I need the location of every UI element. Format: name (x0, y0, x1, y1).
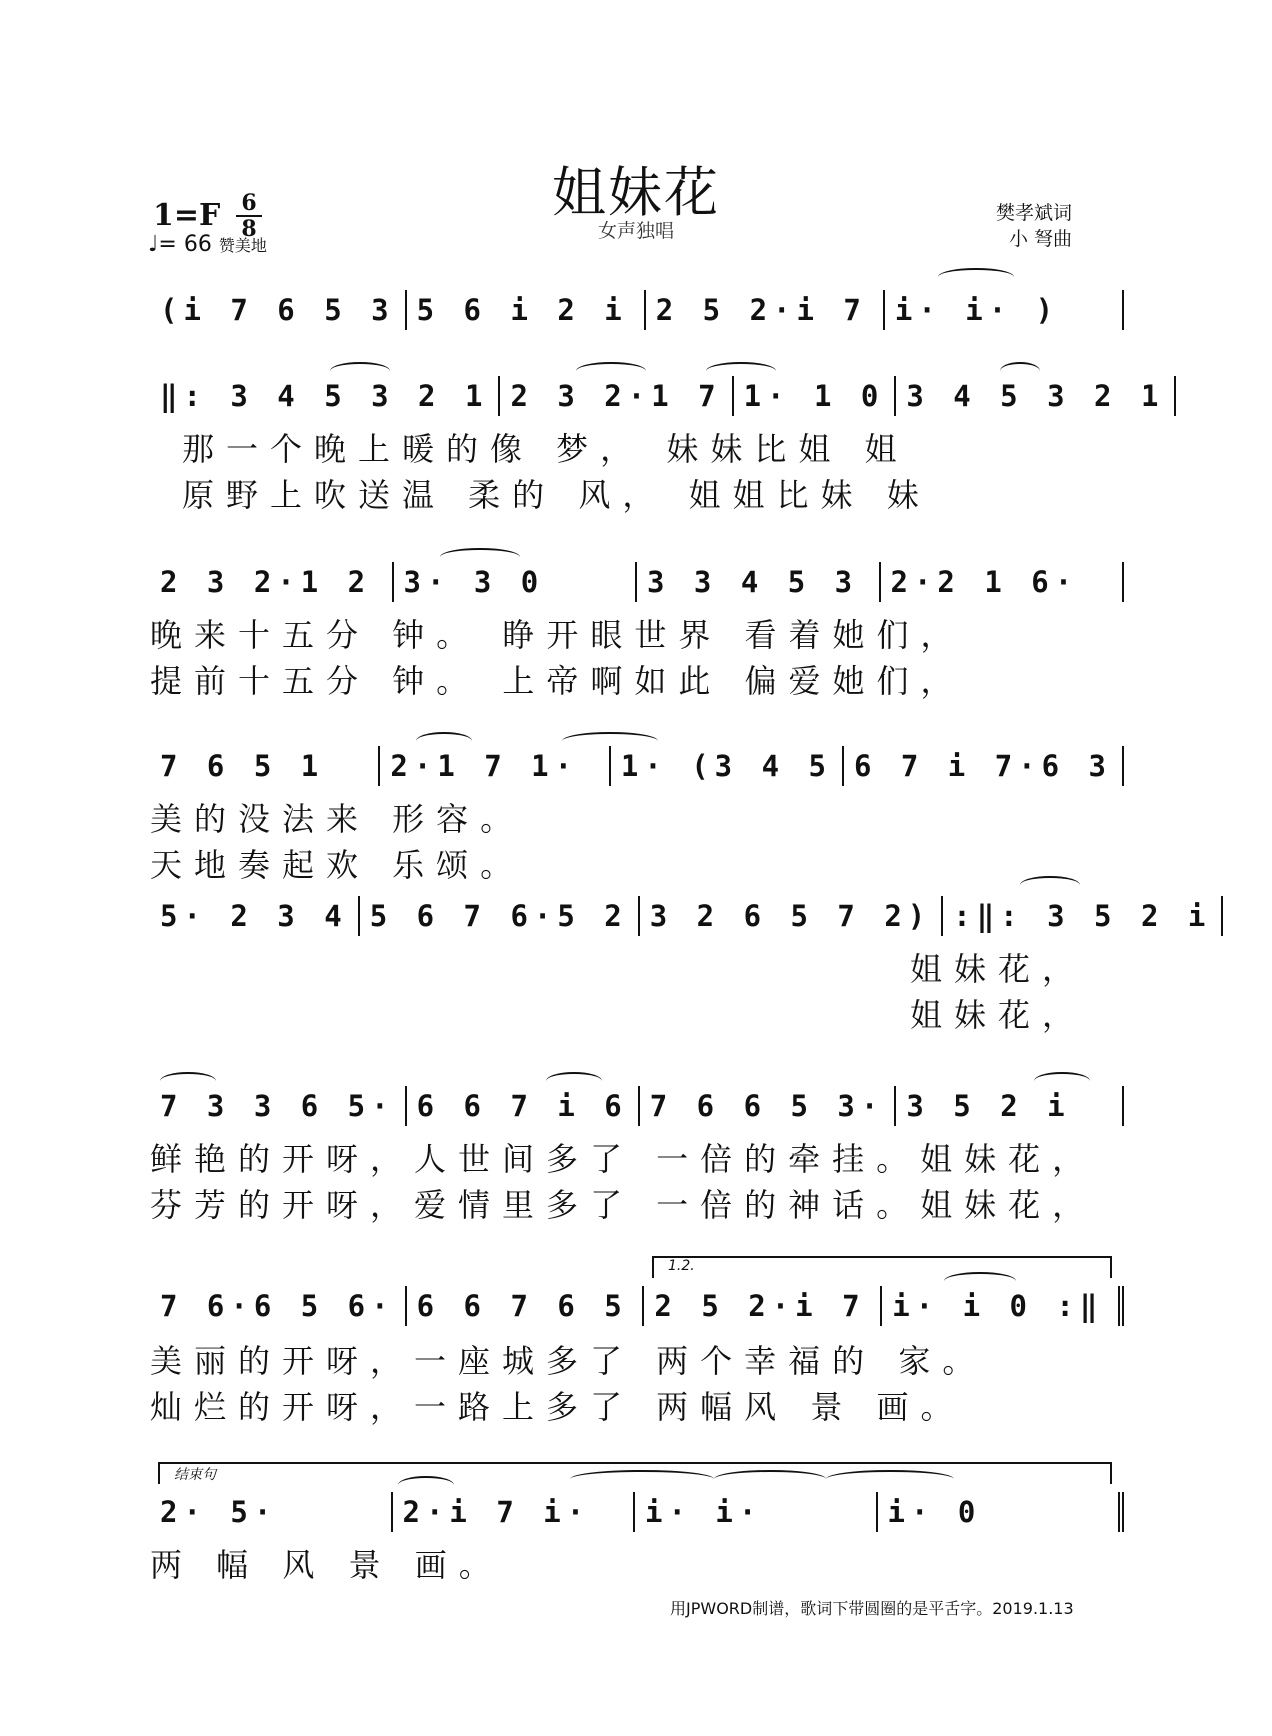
staff-line-5 (150, 1086, 1124, 1126)
measure: 6 6 7 i 6 (405, 1086, 638, 1126)
measure: 2 3 2·1 2 (160, 565, 372, 599)
lyrics-line2-verse1: 晚来十五分 钟。 睁开眼世界 看着她们， (150, 616, 965, 654)
quarter-note-icon: ♩ (148, 232, 159, 257)
slur (416, 732, 472, 750)
lyrics-line1-verse2: 原野上吹送温 柔的 风， 姐姐比妹 妹 (182, 476, 931, 514)
measure: 6 6 7 6 5 (405, 1286, 643, 1326)
tempo-expression: 赞美地 (218, 236, 267, 255)
coda-label: 结束句 (174, 1467, 216, 1483)
measure: 1· (3 4 5 (609, 746, 842, 786)
staff-line-6 (150, 1286, 1124, 1326)
measure: 2·2 1 6· (879, 562, 1125, 602)
measure: i· i· ) (883, 290, 1124, 330)
slur (938, 268, 1014, 286)
staff-line-intro (150, 290, 1124, 330)
measure: 2 5 2·i 7 (642, 1286, 880, 1326)
staff-line-1 (150, 376, 1165, 416)
lyrics-line1-verse1: 那一个晚上暖的像 梦， 妹妹比姐 姐 (182, 430, 909, 468)
slur (1000, 362, 1040, 380)
slur (160, 1072, 216, 1090)
song-title: 姐妹花 (552, 161, 720, 224)
staff-line-3 (150, 746, 1124, 786)
lyrics-line6-verse1: 美丽的开呀，一座城多了 两个幸福的 家。 (150, 1342, 987, 1380)
slur (1020, 876, 1080, 894)
tempo-marking (148, 232, 267, 257)
slur (944, 1272, 1016, 1290)
measure: 2· 5· (160, 1495, 278, 1529)
measure: 3 5 2 i (894, 1086, 1124, 1126)
measure: 6 7 i 7·6 3 (842, 746, 1124, 786)
lyrics-line4-verse1: 姐妹花， (910, 950, 1087, 988)
staff-line-coda (150, 1492, 1124, 1532)
measure: 7 6 6 5 3· (638, 1086, 895, 1126)
measure: 2·1 7 1· (378, 746, 608, 786)
slur (546, 1072, 602, 1090)
measure: 3· 3 0 (392, 562, 636, 602)
slur (576, 362, 646, 380)
slur (330, 362, 390, 380)
measure: 3 4 5 3 2 1 (894, 376, 1176, 416)
measure: 2 3 2·1 7 (498, 376, 731, 416)
measure: i· i· (633, 1492, 876, 1532)
footer-note: 用JPWORD制谱，歌词下带圆圈的是平舌字。2019.1.13 (670, 1599, 1074, 1618)
measure: 7 3 3 6 5· (160, 1089, 395, 1123)
lyrics-line5-verse1: 鲜艳的开呀，人世间多了 一倍的牵挂。姐妹花， (150, 1140, 1097, 1178)
measure: i· 0 (876, 1492, 1125, 1532)
measure: 1· 1 0 (732, 376, 895, 416)
measure: 7 6 5 1 (160, 749, 325, 783)
song-subtitle: 女声独唱 (597, 220, 674, 242)
tempo-value: = 66 (158, 232, 212, 257)
slur (570, 1470, 714, 1488)
lyricist-credit: 樊孝斌词 (995, 202, 1072, 224)
volta-label: 1.2. (668, 1258, 695, 1274)
slur (398, 1476, 454, 1494)
measure: 3 3 4 5 3 (635, 562, 879, 602)
lyrics-line2-verse2: 提前十五分 钟。 上帝啊如此 偏爱她们， (150, 662, 965, 700)
lyrics-coda: 两 幅 风 景 画。 (150, 1546, 503, 1584)
staff-line-4 (150, 896, 1212, 936)
measure: 3 2 6 5 7 2) (638, 896, 942, 936)
measure: 5 6 i 2 i (405, 290, 644, 330)
composer-credit: 小 弩曲 (1008, 228, 1072, 250)
lyrics-line3-verse1: 美的没法来 形容。 (150, 800, 525, 838)
slur (1034, 1072, 1090, 1090)
meter-top: 6 (241, 190, 257, 216)
measure: 5· 2 3 4 (160, 899, 348, 933)
slur (706, 362, 776, 380)
meter-bottom: 8 (241, 216, 257, 242)
lyrics-line4-verse2: 姐妹花， (910, 996, 1087, 1034)
slur (562, 732, 658, 750)
measure: i· i 0 :‖ (880, 1286, 1124, 1326)
lyrics-line3-verse2: 天地奏起欢 乐颂。 (150, 846, 525, 884)
key-signature: 1=F (153, 198, 221, 233)
staff-line-2 (150, 562, 1124, 602)
measure: 2·i 7 i· (391, 1492, 634, 1532)
volta-bracket (652, 1256, 1112, 1278)
slur (714, 1470, 826, 1488)
measure: 5 6 7 6·5 2 (358, 896, 638, 936)
measure: :‖: 3 5 2 i (941, 896, 1223, 936)
measure: ‖: 3 4 5 3 2 1 (160, 379, 489, 413)
lyrics-line6-verse2: 灿烂的开呀，一路上多了 两幅风 景 画。 (150, 1388, 965, 1426)
slur (826, 1470, 954, 1488)
measure: (i 7 6 5 3 (160, 293, 395, 327)
slur (440, 548, 520, 566)
measure: 2 5 2·i 7 (644, 290, 883, 330)
measure: 7 6·6 5 6· (160, 1289, 395, 1323)
lyrics-line5-verse2: 芬芳的开呀，爱情里多了 一倍的神话。姐妹花， (150, 1186, 1097, 1224)
